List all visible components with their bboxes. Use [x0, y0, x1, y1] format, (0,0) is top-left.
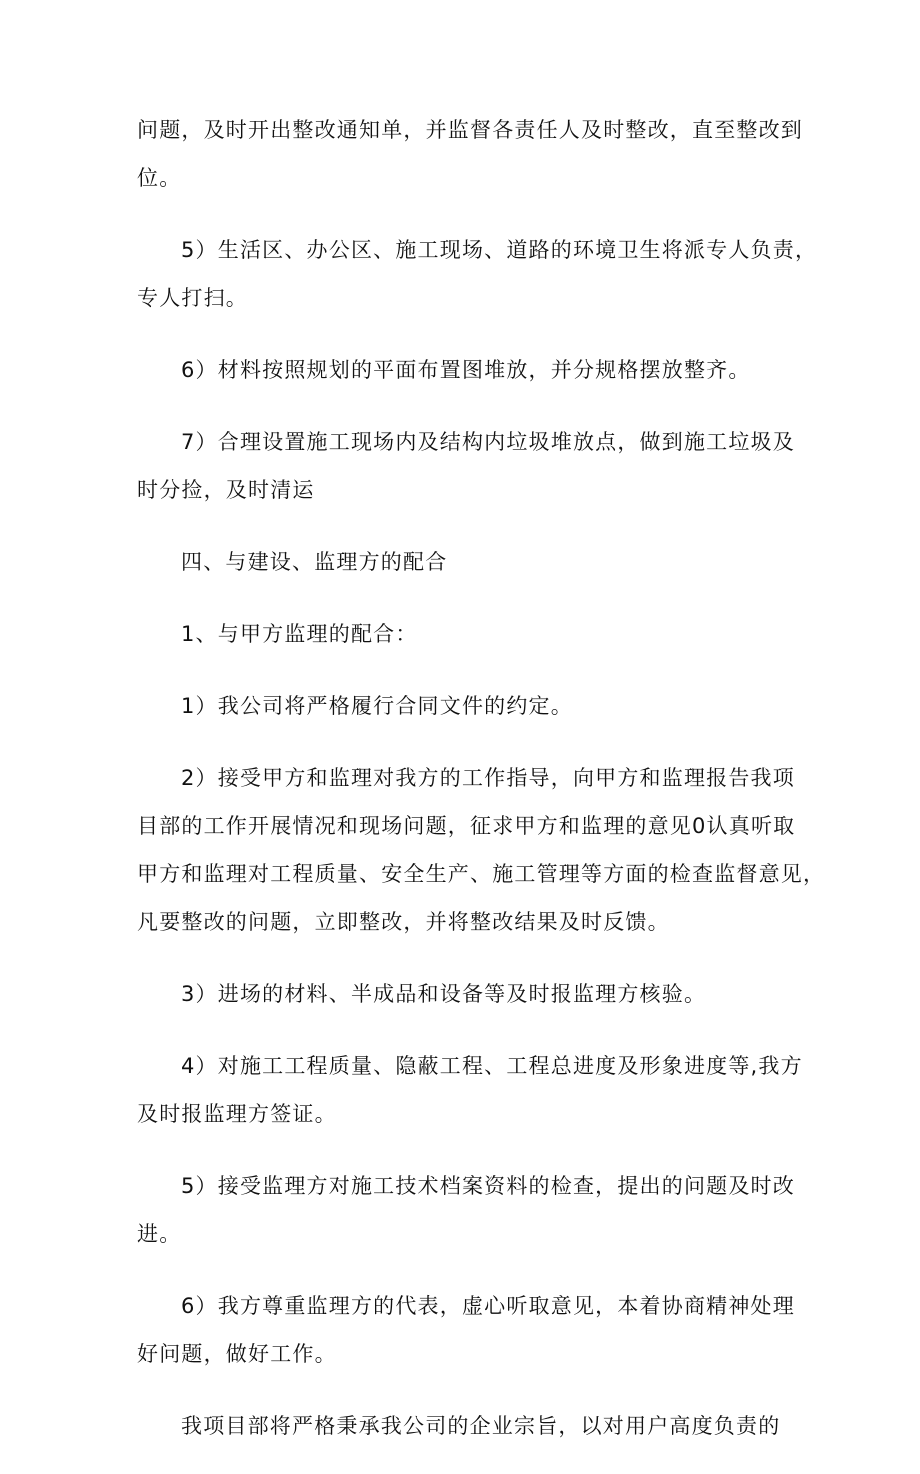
text-line: 专人打扫。 — [137, 286, 248, 310]
document-body — [137, 106, 826, 1474]
paragraph-item-7-garbage — [137, 418, 795, 514]
paragraph-item-5-sanitation — [137, 226, 818, 322]
section-heading: 四、与建设、监理方的配合 — [181, 550, 448, 574]
paragraph-coop-item-1 — [137, 682, 787, 730]
text-line: 4）对施工工程质量、隐蔽工程、工程总进度及形象进度等,我方 — [181, 1054, 803, 1078]
text-line: 时分捡，及时清运 — [137, 478, 315, 502]
section-heading-cooperation — [137, 538, 787, 586]
text-line: 6）我方尊重监理方的代表，虚心听取意见，本着协商精神处理 — [181, 1294, 795, 1318]
text-line: 问题，及时开出整改通知单，并监督各责任人及时整改，直至整改到 — [137, 118, 803, 142]
paragraph-rectification-continued — [137, 106, 803, 202]
text-line: 1）我公司将严格履行合同文件的约定。 — [181, 694, 573, 718]
text-line: 5）生活区、办公区、施工现场、道路的环境卫生将派专人负责， — [181, 238, 818, 262]
text-line: 位。 — [137, 166, 182, 190]
paragraph-item-6-materials — [137, 346, 787, 394]
text-line: 7）合理设置施工现场内及结构内垃圾堆放点，做到施工垃圾及 — [181, 430, 795, 454]
paragraph-closing — [137, 1402, 787, 1450]
paragraph-coop-item-3 — [137, 970, 787, 1018]
paragraph-coop-item-4 — [137, 1042, 803, 1138]
subsection-heading-owner-supervisor — [137, 610, 787, 658]
text-line: 凡要整改的问题，立即整改，并将整改结果及时反馈。 — [137, 910, 670, 934]
paragraph-coop-item-2 — [137, 754, 826, 946]
text-line: 2）接受甲方和监理对我方的工作指导，向甲方和监理报告我项 — [181, 766, 795, 790]
paragraph-coop-item-6 — [137, 1282, 795, 1378]
text-line: 进。 — [137, 1222, 182, 1246]
text-line: 3）进场的材料、半成品和设备等及时报监理方核验。 — [181, 982, 707, 1006]
text-line: 5）接受监理方对施工技术档案资料的检查，提出的问题及时改 — [181, 1174, 795, 1198]
text-line: 好问题，做好工作。 — [137, 1342, 337, 1366]
paragraph-coop-item-5 — [137, 1162, 795, 1258]
text-line: 甲方和监理对工程质量、安全生产、施工管理等方面的检查监督意见， — [137, 862, 826, 886]
text-line: 及时报监理方签证。 — [137, 1102, 337, 1126]
text-line: 目部的工作开展情况和现场问题，征求甲方和监理的意见0认真听取 — [137, 814, 796, 838]
text-line: 我项目部将严格秉承我公司的企业宗旨，以对用户高度负责的 — [181, 1414, 781, 1438]
subsection-heading: 1、与甲方监理的配合： — [181, 622, 418, 646]
text-line: 6）材料按照规划的平面布置图堆放，并分规格摆放整齐。 — [181, 358, 751, 382]
